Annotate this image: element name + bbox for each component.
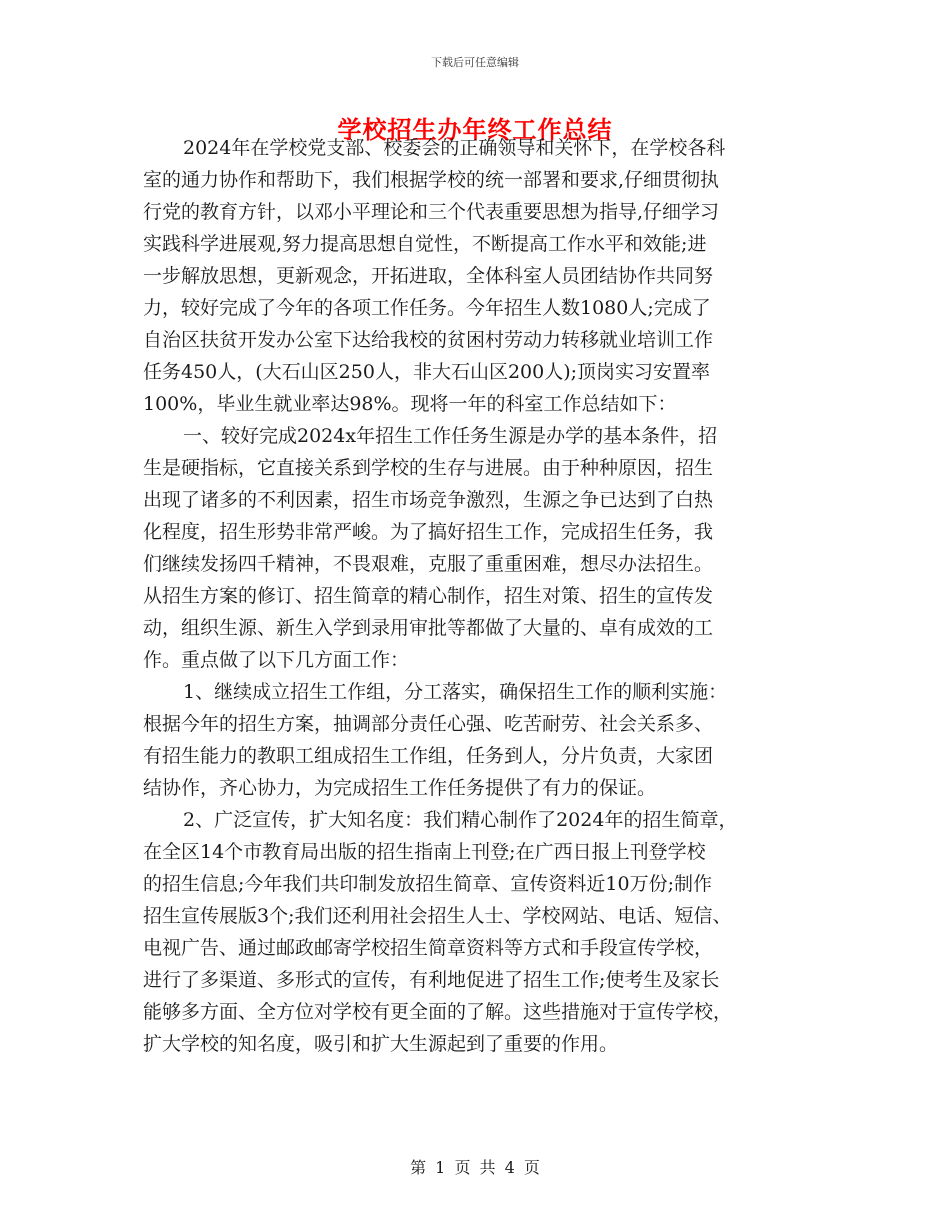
paragraph-line: 电视广告、通过邮政邮寄学校招生简章资料等方式和手段宣传学校， <box>143 937 714 959</box>
paragraph-line: 的招生信息;今年我们共印制发放招生简章、宣传资料近10万份;制作 <box>143 873 712 895</box>
paragraph-line: 2024年在学校党支部、校委会的正确领导和关怀下，在学校各科 <box>183 137 726 159</box>
paragraph-line: 自治区扶贫开发办公室下达给我校的贫困村劳动力转移就业培训工作 <box>143 329 714 351</box>
paragraph-line: 行党的教育方针，以邓小平理论和三个代表重要思想为指导,仔细学习 <box>143 201 720 223</box>
paragraph-line: 生是硬指标，它直接关系到学校的生存与进展。由于种种原因，招生 <box>143 457 714 479</box>
document-title: 学校招生办年终工作总结 <box>337 115 613 144</box>
paragraph-line: 出现了诸多的不利因素，招生市场竞争激烈，生源之争已达到了白热 <box>143 489 714 511</box>
paragraph-line: 根据今年的招生方案，抽调部分责任心强、吃苦耐劳、社会关系多、 <box>143 713 714 735</box>
paragraph-line: 扩大学校的知名度，吸引和扩大生源起到了重要的作用。 <box>143 1033 619 1055</box>
paragraph-line: 们继续发扬四千精神，不畏艰难，克服了重重困难，想尽办法招生。 <box>143 553 714 575</box>
paragraph-line: 招生宣传展版3个;我们还利用社会招生人士、学校网站、电话、短信、 <box>143 905 732 927</box>
paragraph-line: 有招生能力的教职工组成招生工作组，任务到人，分片负责，大家团 <box>143 745 714 767</box>
paragraph-line: 任务450人，(大石山区250人，非大石山区200人);顶岗实习安置率 <box>143 361 711 383</box>
paragraph-line: 动，组织生源、新生入学到录用审批等都做了大量的、卓有成效的工 <box>143 617 714 639</box>
paragraph-line: 作。重点做了以下几方面工作： <box>143 649 410 671</box>
paragraph-line: 一、较好完成2024x年招生工作任务生源是办学的基本条件，招 <box>183 425 718 447</box>
document-body <box>143 132 815 1060</box>
paragraph-line: 能够多方面、全方位对学校有更全面的了解。这些措施对于宣传学校， <box>143 1001 733 1023</box>
paragraph-line: 2、广泛宣传，扩大知名度：我们精心制作了2024年的招生简章， <box>183 809 738 831</box>
paragraph-line: 100%，毕业生就业率达98%。现将一年的科室工作总结如下： <box>143 393 677 415</box>
paragraph-line: 在全区14个市教育局出版的招生指南上刊登;在广西日报上刊登学校 <box>143 841 706 863</box>
paragraph-line: 从招生方案的修订、招生简章的精心制作，招生对策、招生的宣传发 <box>143 585 714 607</box>
paragraph-line: 进行了多渠道、多形式的宣传，有利地促进了招生工作;使考生及家长 <box>143 969 720 991</box>
page-header-note: 下载后可任意编辑 <box>431 56 519 69</box>
paragraph-line: 实践科学进展观,努力提高思想自觉性，不断提高工作水平和效能;进 <box>143 233 707 255</box>
paragraph-line: 一步解放思想，更新观念，开拓进取，全体科室人员团结协作共同努 <box>143 265 714 287</box>
paragraph-line: 室的通力协作和帮助下，我们根据学校的统一部署和要求,仔细贯彻执 <box>143 169 720 191</box>
paragraph-line: 结协作，齐心协力，为完成招生工作任务提供了有力的保证。 <box>143 777 657 799</box>
paragraph-line: 1、继续成立招生工作组，分工落实，确保招生工作的顺利实施： <box>183 681 728 703</box>
paragraph-line: 力，较好完成了今年的各项工作任务。今年招生人数1080人;完成了 <box>143 297 711 319</box>
paragraph-line: 化程度，招生形势非常严峻。为了搞好招生工作，完成招生任务，我 <box>143 521 714 543</box>
page-number-footer: 第 1 页 共 4 页 <box>410 1158 540 1177</box>
